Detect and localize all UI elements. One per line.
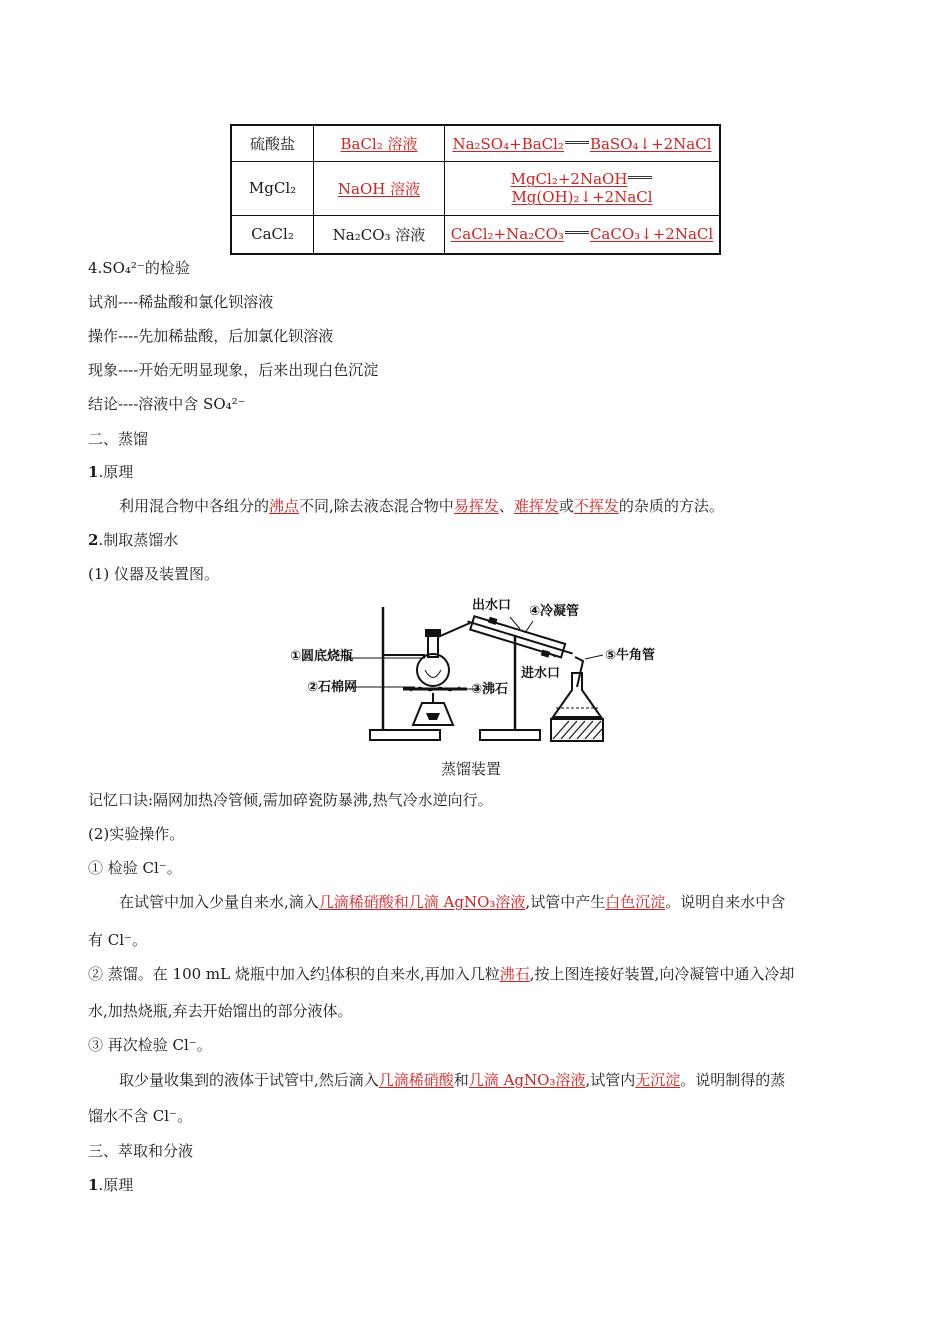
- sulfate-operation: 操作----先加稀盐酸，后加氯化钡溶液: [88, 327, 334, 345]
- equation-cell: Na₂SO₄+BaCl₂ BaSO₄↓+2NaCl: [445, 125, 721, 162]
- label-gauze: ②石棉网: [307, 680, 358, 695]
- round-bottom-flask: [417, 654, 449, 686]
- table-cell: NaOH 溶液: [314, 162, 445, 215]
- receiving-flask: [553, 673, 601, 717]
- step2-text: ② 蒸馏。在 100 mL 烧瓶中加入约1 3体积的自来水,再加入几粒沸石,按上图连接好装置,向冷凝管中通入冷却: [88, 965, 795, 983]
- distillation-apparatus-figure: [285, 595, 665, 750]
- table-cell: MgCl₂: [231, 162, 314, 215]
- table-row: [231, 215, 720, 254]
- table-cell: Na₂CO₃ 溶液: [314, 215, 445, 254]
- stand-base-right: [480, 730, 540, 740]
- apparatus-label: (1) 仪器及装置图。: [88, 565, 220, 583]
- label-stones: ③沸石: [471, 682, 509, 697]
- table-row: [231, 125, 720, 162]
- sulfate-phenomenon: 现象----开始无明显现象，后来出现白色沉淀: [88, 361, 379, 379]
- section-heading-extraction: 三、萃取和分液: [88, 1142, 194, 1160]
- figure-caption: 蒸馏装置: [441, 760, 502, 778]
- section-heading-distillation: 二、蒸馏: [88, 430, 149, 448]
- table-cell: CaCl₂: [231, 215, 314, 254]
- extraction-principle-heading: 1.原理: [88, 1176, 134, 1194]
- fraction: 1 3: [324, 966, 330, 983]
- step1-title: ① 检验 Cl⁻。: [88, 859, 182, 877]
- sulfate-conclusion: 结论----溶液中含 SO₄²⁻: [88, 395, 246, 413]
- label-adapter: ⑤牛角管: [605, 648, 656, 663]
- mnemonic: 记忆口诀:隔网加热冷管倾,需加碎瓷防暴沸,热气冷水逆向行。: [88, 791, 493, 809]
- table-cell: 硫酸盐: [231, 125, 314, 162]
- label-flask: ①圆底烧瓶: [290, 649, 354, 664]
- label-outlet: 出水口: [472, 598, 512, 613]
- principle-heading: 1.原理: [88, 463, 134, 481]
- table-row: [231, 162, 720, 215]
- step1-text: 在试管中加入少量自来水,滴入几滴稀硝酸和几滴 AgNO₃溶液,试管中产生白色沉淀。说明自来水中含: [119, 893, 786, 911]
- sulfate-heading: 4.SO₄²⁻的检验: [88, 259, 190, 277]
- label-inlet: 进水口: [521, 666, 561, 681]
- step2-text-line2: 水,加热烧瓶,弃去开始馏出的部分液体。: [88, 1002, 353, 1020]
- step1-text-line2: 有 Cl⁻。: [88, 931, 147, 949]
- principle-text: 利用混合物中各组分的沸点不同,除去液态混合物中易挥发、难挥发或不挥发的杂质的方法。: [119, 497, 724, 515]
- make-water-heading: 2.制取蒸馏水: [88, 531, 179, 549]
- reagent-table: [230, 124, 721, 255]
- stand-base-left: [370, 730, 440, 740]
- table-cell: BaCl₂ 溶液: [314, 125, 445, 162]
- step3-text: 取少量收集到的液体于试管中,然后滴入几滴稀硝酸和几滴 AgNO₃溶液,试管内无沉淀。说明制得的蒸: [119, 1071, 786, 1089]
- label-condenser: ④冷凝管: [529, 604, 580, 619]
- equation-cell: CaCl₂+Na₂CO₃ CaCO₃↓+2NaCl: [445, 215, 721, 254]
- step3-text-line2: 馏水不含 Cl⁻。: [88, 1107, 192, 1125]
- ops-label: (2)实验操作。: [88, 825, 185, 843]
- equation-cell: MgCl₂+2NaOHMg(OH)₂↓+2NaCl: [445, 162, 721, 215]
- step3-title: ③ 再次检验 Cl⁻。: [88, 1036, 212, 1054]
- sulfate-reagent: 试剂----稀盐酸和氯化钡溶液: [88, 293, 274, 311]
